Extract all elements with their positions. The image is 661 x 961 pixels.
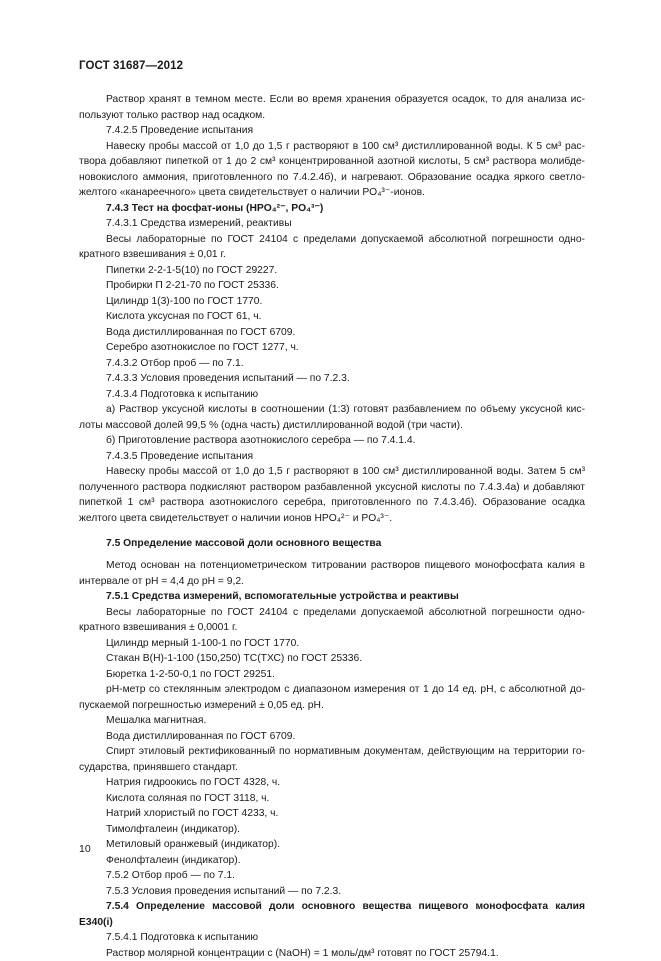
- subsection-heading: 7.4.3.3 Условия проведения испытаний — по 7.2.3.: [79, 371, 585, 387]
- paragraph: Спирт этиловый ректификованный по нормативным документам, действующим на территории го-сударства, принявшего стандарт.: [79, 744, 585, 775]
- subsection-heading: 7.4.3.2 Отбор проб — по 7.1.: [79, 356, 585, 372]
- list-item: Пробирки П 2-21-70 по ГОСТ 25336.: [79, 278, 585, 294]
- paragraph: Раствор хранят в темном месте. Если во время хранения образуется осадок, то для анализа ис-пользуют только раствор над осадком.: [79, 92, 585, 123]
- section-heading-7-4-3: 7.4.3 Тест на фосфат-ионы (HPO₄²⁻, PO₄³⁻): [79, 201, 585, 217]
- list-item: Стакан В(Н)-1-100 (150,250) ТС(ТХС) по ГОСТ 25336.: [79, 651, 585, 667]
- list-item: Кислота уксусная по ГОСТ 61, ч.: [79, 309, 585, 325]
- subsection-heading: 7.5.4.1 Подготовка к испытанию: [79, 930, 585, 946]
- paragraph: Метод основан на потенциометрическом титровании растворов пищевого монофосфата калия в интервале от pH = 4,4 до pH = 9,2.: [79, 558, 585, 589]
- paragraph: pH-метр со стеклянным электродом с диапазоном измерения от 1 до 14 ед. pH, с абсолютной до-пускаемой погрешностью измерений ± 0,05 ед. pH.: [79, 682, 585, 713]
- document-body: [79, 92, 585, 961]
- subsection-heading: 7.4.3.4 Подготовка к испытанию: [79, 387, 585, 403]
- document-header: ГОСТ 31687—2012: [79, 60, 183, 72]
- subsection-heading: 7.5.3 Условия проведения испытаний — по 7.2.3.: [79, 884, 585, 900]
- list-item: Бюретка 1-2-50-0,1 по ГОСТ 29251.: [79, 667, 585, 683]
- list-item: Кислота соляная по ГОСТ 3118, ч.: [79, 791, 585, 807]
- paragraph: б) Приготовление раствора азотнокислого серебра — по 7.4.1.4.: [79, 433, 585, 449]
- section-heading-7-5-1: 7.5.1 Средства измерений, вспомогательные устройства и реактивы: [79, 589, 585, 605]
- subsection-heading: 7.4.3.1 Средства измерений, реактивы: [79, 216, 585, 232]
- paragraph: Навеску пробы массой от 1,0 до 1,5 г растворяют в 100 см³ дистиллированной воды. К 5 см³ рас-твора добавляют пипеткой от 1 до 2 см³ концентрированной азотной кислоты, 5 см³ раствора молибде-новокислого аммония, приготовленного по 7.4.2.4б), и нагревают. Образование осадка яркого светло-желтого «канареечного» цвета свидетельствует о наличии PO₄³⁻-ионов.: [79, 139, 585, 201]
- paragraph: Весы лабораторные по ГОСТ 24104 с пределами допускаемой абсолютной погрешности одно-кратного взвешивания ± 0,0001 г.: [79, 605, 585, 636]
- list-item: Вода дистиллированная по ГОСТ 6709.: [79, 729, 585, 745]
- list-item: Пипетки 2-2-1-5(10) по ГОСТ 29227.: [79, 263, 585, 279]
- list-item: Серебро азотнокислое по ГОСТ 1277, ч.: [79, 340, 585, 356]
- list-item: Цилиндр 1(3)-100 по ГОСТ 1770.: [79, 294, 585, 310]
- section-heading-7-5: 7.5 Определение массовой доли основного вещества: [79, 536, 585, 552]
- list-item: Мешалка магнитная.: [79, 713, 585, 729]
- paragraph: Раствор молярной концентрации c (NaOH) = 1 моль/дм³ готовят по ГОСТ 25794.1.: [79, 946, 585, 961]
- list-item: Тимолфталеин (индикатор).: [79, 822, 585, 838]
- page-number: 10: [79, 843, 91, 855]
- paragraph: Навеску пробы массой от 1,0 до 1,5 г растворяют в 100 см³ дистиллированной воды. Затем 5 см³ полученного раствора подкисляют раствором разбавленной уксусной кислоты по 7.4.3.4а) и добавляют пипеткой 1 см³ раствора азотнокислого серебра, приготовленного по 7.4.3.4б). Образование осадка желтого цвета свидетельствует о наличии ионов HPO₄²⁻ и PO₄³⁻.: [79, 464, 585, 526]
- subsection-heading: 7.4.2.5 Проведение испытания: [79, 123, 585, 139]
- list-item: Метиловый оранжевый (индикатор).: [79, 837, 585, 853]
- subsection-heading: 7.4.3.5 Проведение испытания: [79, 449, 585, 465]
- paragraph: а) Раствор уксусной кислоты в соотношении (1:3) готовят разбавлением по объему уксусной кис-лоты массовой долей 99,5 % (одна часть) дистиллированной водой (три части).: [79, 402, 585, 433]
- list-item: Натрия гидроокись по ГОСТ 4328, ч.: [79, 775, 585, 791]
- section-heading-7-5-4: 7.5.4 Определение массовой доли основного вещества пищевого монофосфата калия Е340(i): [79, 899, 585, 930]
- list-item: Вода дистиллированная по ГОСТ 6709.: [79, 325, 585, 341]
- list-item: Натрий хлористый по ГОСТ 4233, ч.: [79, 806, 585, 822]
- subsection-heading: 7.5.2 Отбор проб — по 7.1.: [79, 868, 585, 884]
- list-item: Цилиндр мерный 1-100-1 по ГОСТ 1770.: [79, 636, 585, 652]
- paragraph: Весы лабораторные по ГОСТ 24104 с пределами допускаемой абсолютной погрешности одно-кратного взвешивания ± 0,01 г.: [79, 232, 585, 263]
- list-item: Фенолфталеин (индикатор).: [79, 853, 585, 869]
